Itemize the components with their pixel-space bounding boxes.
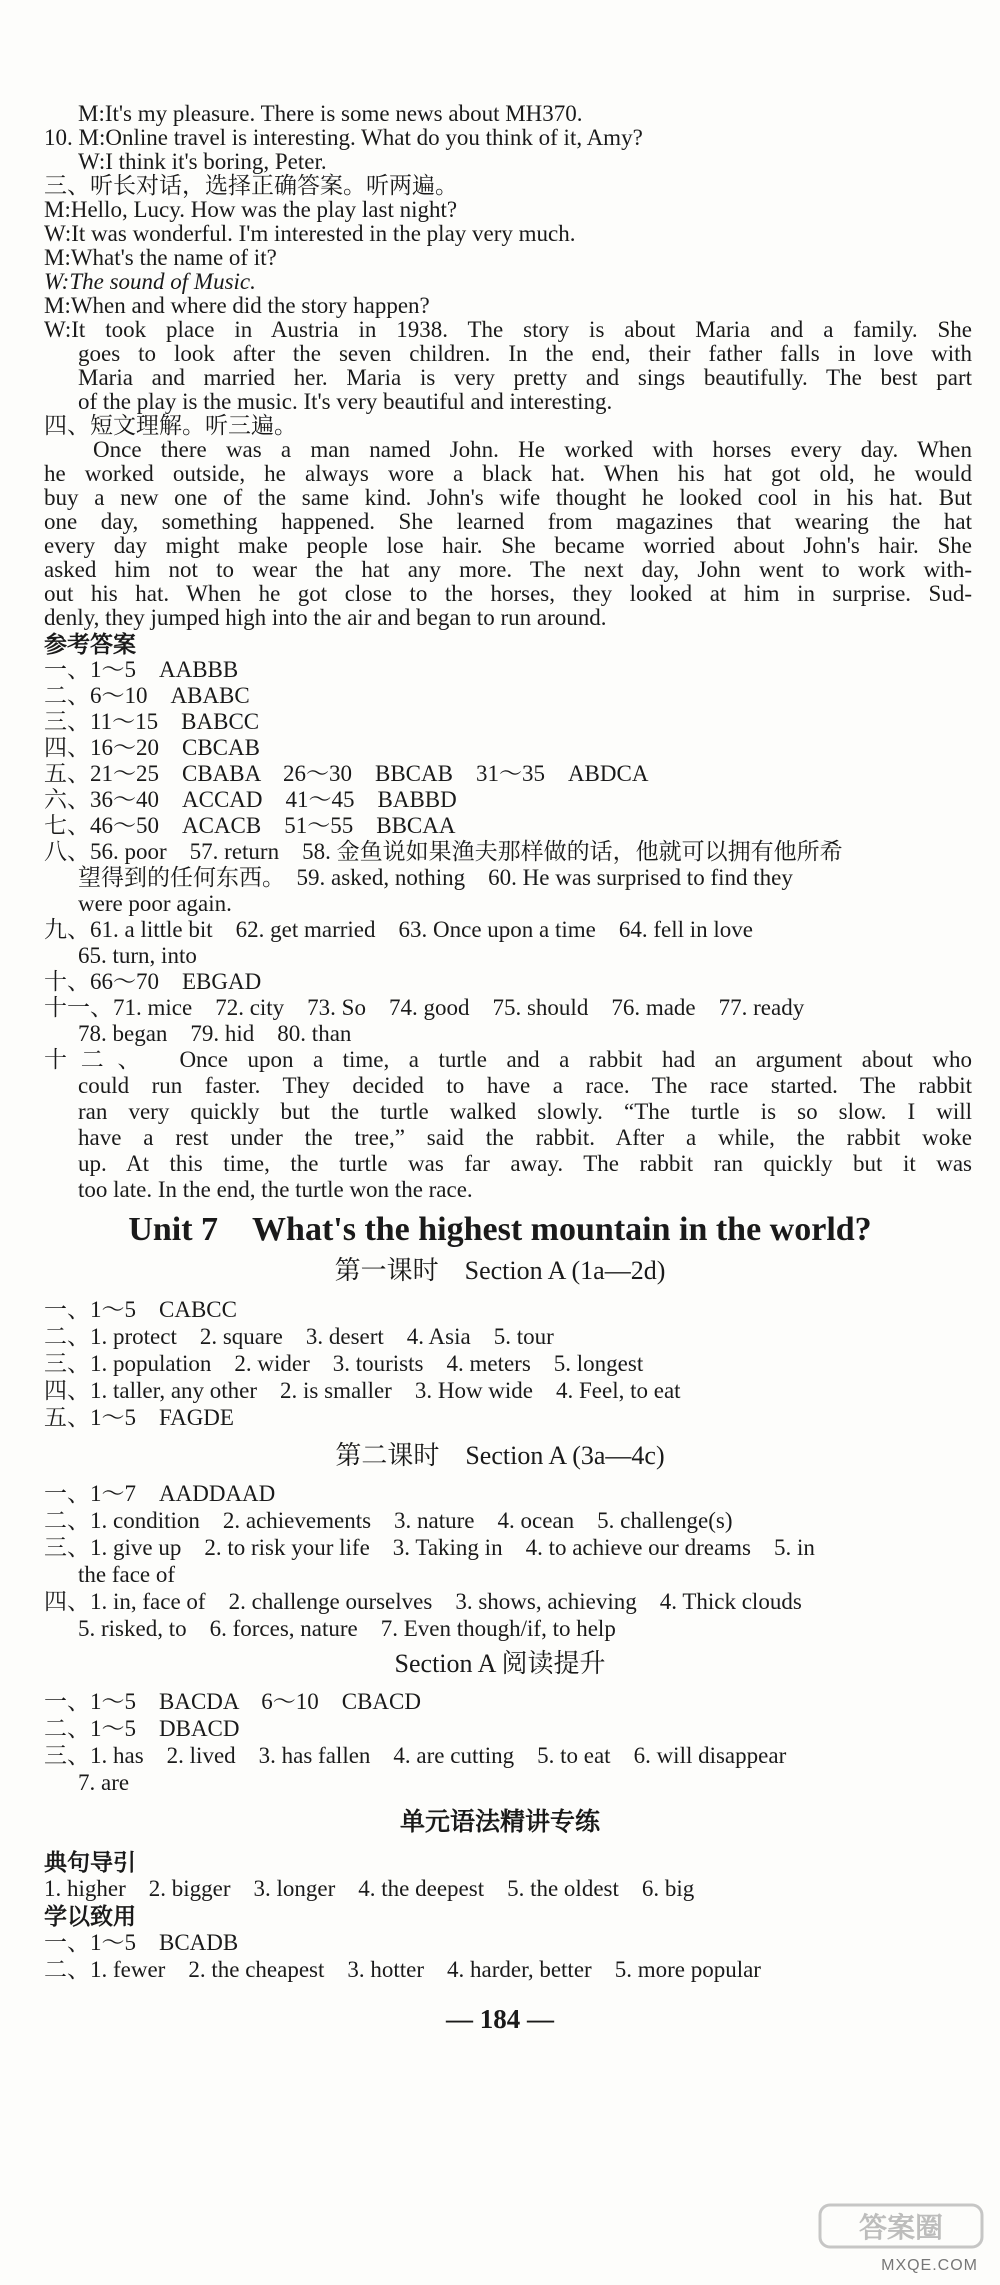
answer-line: 七、46～50 ACACB 51～55 BBCAA (44, 813, 456, 838)
subsection-heading: 学以致用 (44, 1903, 136, 1929)
answer-line: 二、1. fewer 2. the cheapest 3. hotter 4. harder, better 5. more popular (44, 1957, 761, 1982)
grammar-title: 单元语法精讲专练 (399, 1808, 600, 1836)
script-line: 10. M:Online travel is interesting. What do you think of it, Amy? (44, 125, 643, 150)
answer-line: 三、1. has 2. lived 3. has fallen 4. are cutting 5. to eat 6. will disappear (44, 1743, 787, 1768)
writing-line: ran very quickly but the turtle walked slowly. “The turtle is so slow. I will (78, 1099, 972, 1124)
passage-line: Once there was a man named John. He worked with horses every day. When (93, 437, 972, 462)
answer-line: 十、66～70 EBGAD (44, 969, 262, 994)
answer-line: 二、6～10 ABABC (44, 683, 250, 708)
passage-line: buy a new one of the same kind. John's wife thought he looked cool in his hat. But (44, 485, 972, 510)
lesson-title: 第二课时 Section A (3a—4c) (335, 1441, 665, 1470)
answer-line: 五、21～25 CBABA 26～30 BBCAB 31～35 ABDCA (44, 761, 649, 786)
answer-line: 一、1～5 BACDA 6～10 CBACD (44, 1689, 421, 1714)
answer-line: were poor again. (78, 891, 232, 916)
watermark-label: 答案圈 (858, 2211, 944, 2244)
answer-line: the face of (78, 1562, 176, 1587)
answer-line: 三、1. population 2. wider 3. tourists 4. meters 5. longest (44, 1351, 644, 1376)
writing-line: up. At this time, the turtle was far away. The rabbit ran quickly but it was (78, 1151, 972, 1176)
answer-line: 八、56. poor 57. return 58. 金鱼说如果渔夫那样做的话，他就可以拥有他所希 (44, 839, 843, 864)
answer-line: 一、1～5 CABCC (44, 1297, 237, 1322)
answer-line: 六、36～40 ACCAD 41～45 BABBD (44, 787, 457, 812)
answer-line: 二、1. condition 2. achievements 3. nature 4. ocean 5. challenge(s) (44, 1508, 733, 1533)
script-line: goes to look after the seven children. In the end, their father falls in love with (78, 341, 972, 366)
script-line: M:What's the name of it? (44, 245, 277, 270)
lesson-title: 第一课时 Section A (1a—2d) (334, 1256, 666, 1285)
answer-line: 三、1. give up 2. to risk your life 3. Taking in 4. to achieve our dreams 5. in (44, 1535, 815, 1560)
answer-line: 一、1～7 AADDAAD (44, 1481, 276, 1506)
writing-line: 十二、 Once upon a time, a turtle and a rabbit had an argument about who (44, 1047, 972, 1072)
passage-line: he worked outside, he always wore a black hat. When his hat got old, he would (44, 461, 972, 486)
answer-line: 78. began 79. hid 80. than (78, 1021, 352, 1046)
passage-line: asked him not to wear the hat any more. The next day, John went to work with- (44, 557, 972, 582)
answers-heading: 参考答案 (44, 631, 136, 657)
section-heading: 三、听长对话，选择正确答案。听两遍。 (44, 173, 458, 198)
answer-line: 一、1～5 BCADB (44, 1930, 239, 1955)
answer-line: 望得到的任何东西。 59. asked, nothing 60. He was surprised to find they (78, 865, 793, 890)
lesson-title: Section A 阅读提升 (394, 1649, 606, 1678)
answer-line: 四、1. taller, any other 2. is smaller 3. How wide 4. Feel, to eat (44, 1378, 681, 1403)
answer-line: 1. higher 2. bigger 3. longer 4. the deepest 5. the oldest 6. big (44, 1876, 695, 1901)
answer-line: 二、1. protect 2. square 3. desert 4. Asia 5. tour (44, 1324, 554, 1349)
passage-line: one day, something happened. She learned from magazines that wearing the hat (44, 509, 972, 534)
script-line: of the play is the music. It's very beautiful and interesting. (78, 389, 613, 414)
script-line: W:The sound of Music. (44, 269, 256, 294)
answer-line: 65. turn, into (78, 943, 197, 968)
answer-line: 5. risked, to 6. forces, nature 7. Even though/if, to help (78, 1616, 616, 1641)
script-line: M:When and where did the story happen? (44, 293, 430, 318)
unit-title: Unit 7 What's the highest mountain in the world? (128, 1211, 872, 1248)
script-line: Maria and married her. Maria is very pretty and sings beautifully. The best part (78, 365, 972, 390)
writing-line: have a rest under the tree,” said the rabbit. After a while, the rabbit woke (78, 1125, 972, 1150)
answer-line: 九、61. a little bit 62. get married 63. Once upon a time 64. fell in love (44, 917, 754, 942)
page-number: — 184 — (446, 2004, 554, 2034)
subsection-heading: 典句导引 (44, 1849, 136, 1875)
answer-line: 五、1～5 FAGDE (44, 1405, 234, 1430)
answer-line: 十一、71. mice 72. city 73. So 74. good 75. should 76. made 77. ready (44, 995, 805, 1020)
writing-line: could run faster. They decided to have a race. The race started. The rabbit (78, 1073, 972, 1098)
writing-line: too late. In the end, the turtle won the race. (78, 1177, 473, 1202)
passage-line: every day might make people lose hair. She became worried about John's hair. She (44, 533, 972, 558)
answer-line: 一、1～5 AABBB (44, 657, 239, 682)
script-line: W:It took place in Austria in 1938. The story is about Maria and a family. She (44, 317, 972, 342)
answer-line: 二、1～5 DBACD (44, 1716, 240, 1741)
watermark-site: MXQE.COM (881, 2257, 978, 2274)
passage-line: out his hat. When he got close to the horses, they looked at him in surprise. Sud- (44, 581, 972, 606)
script-line: M:Hello, Lucy. How was the play last night? (44, 197, 458, 222)
script-line: W:I think it's boring, Peter. (78, 149, 327, 174)
script-line: M:It's my pleasure. There is some news about MH370. (78, 101, 583, 126)
script-line: W:It was wonderful. I'm interested in the play very much. (44, 221, 576, 246)
answer-line: 四、16～20 CBCAB (44, 735, 260, 760)
answer-line: 四、1. in, face of 2. challenge ourselves 3. shows, achieving 4. Thick clouds (44, 1589, 802, 1614)
answer-line: 三、11～15 BABCC (44, 709, 260, 734)
section-heading: 四、短文理解。听三遍。 (44, 413, 297, 438)
answer-line: 7. are (78, 1770, 130, 1795)
passage-line: denly, they jumped high into the air and began to run around. (44, 605, 607, 630)
